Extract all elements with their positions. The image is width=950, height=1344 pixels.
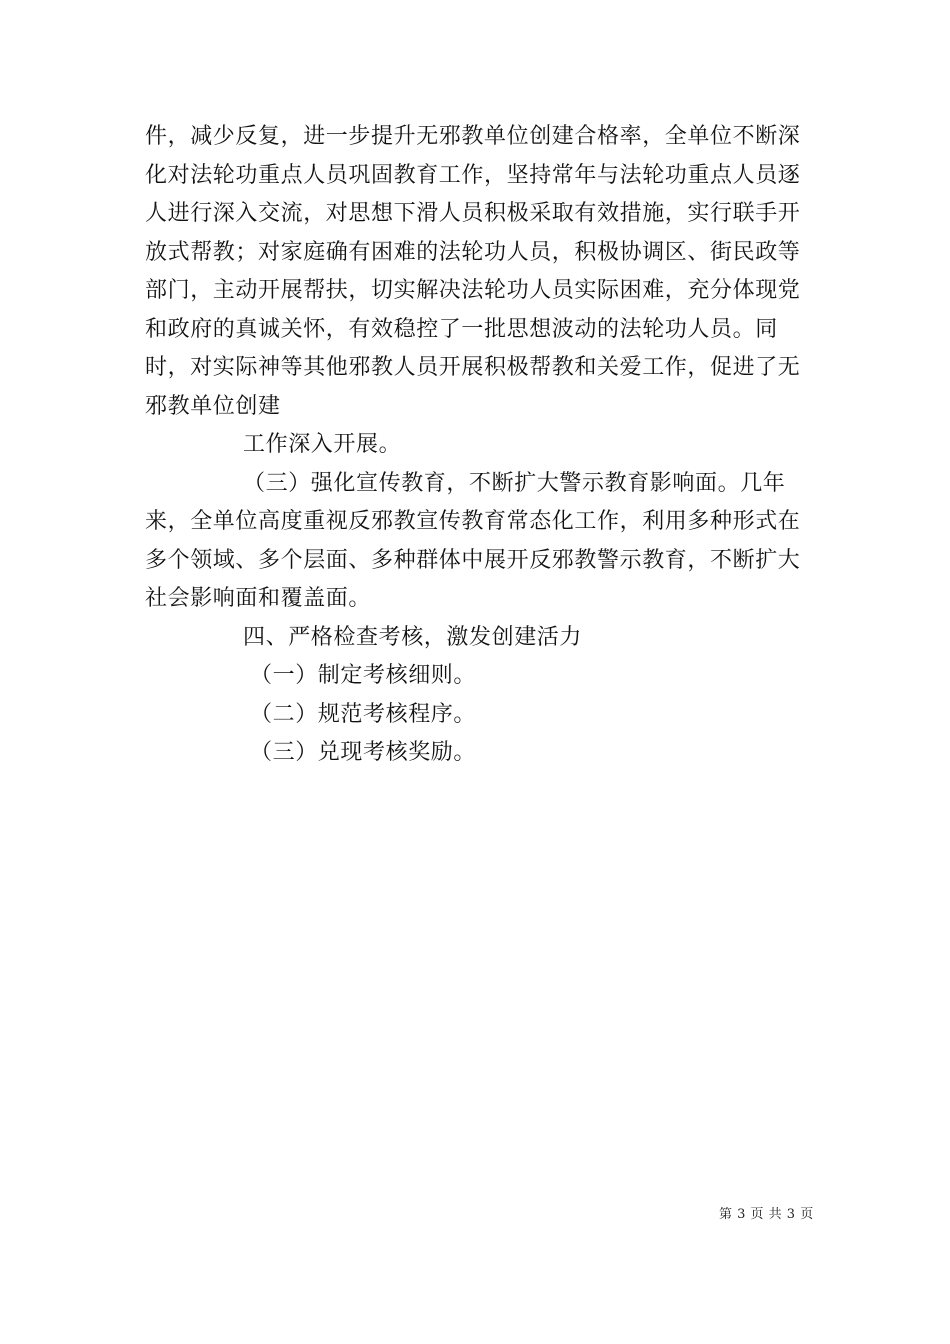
paragraph-work-progress: 工作深入开展。: [243, 432, 402, 457]
paragraph-propaganda-education: （三）强化宣传教育，不断扩大警示教育影响面。几年来，全单位高度重视反邪教宣传教育常态化工作，利用多种形式在多个领域、多个层面、多种群体中展开反邪教警示教育，不断扩大社会影响面和覆盖面。: [145, 470, 801, 611]
list-item-assessment-rewards: （三）兑现考核奖励。: [250, 740, 477, 765]
list-item-assessment-procedure: （二）规范考核程序。: [250, 701, 477, 727]
paragraph-continuation: 件，减少反复，进一步提升无邪教单位创建合格率，全单位不断深化对法轮功重点人员巩固教育工作，坚持常年与法轮功重点人员逐人进行深入交流，对思想下滑人员积极采取有效措施，实行联手开放式帮教；对家庭确有困难的法轮功人员，积极协调区、街民政等部门，主动开展帮扶，切实解决法轮功人员实际困难，充分体现党和政府的真诚关怀，有效稳控了一批思想波动的法轮功人员。同时，对实际神等其他邪教人员开展积极帮教和关爱工作，促进了无邪教单位创建: [145, 124, 801, 419]
document-body: [145, 118, 810, 773]
section-heading-inspection: 四、严格检查考核，激发创建活力: [243, 624, 583, 650]
list-item-assessment-rules: （一）制定考核细则。: [250, 663, 477, 688]
page-number-footer: 第 3 页 共 3 页: [719, 1207, 814, 1222]
